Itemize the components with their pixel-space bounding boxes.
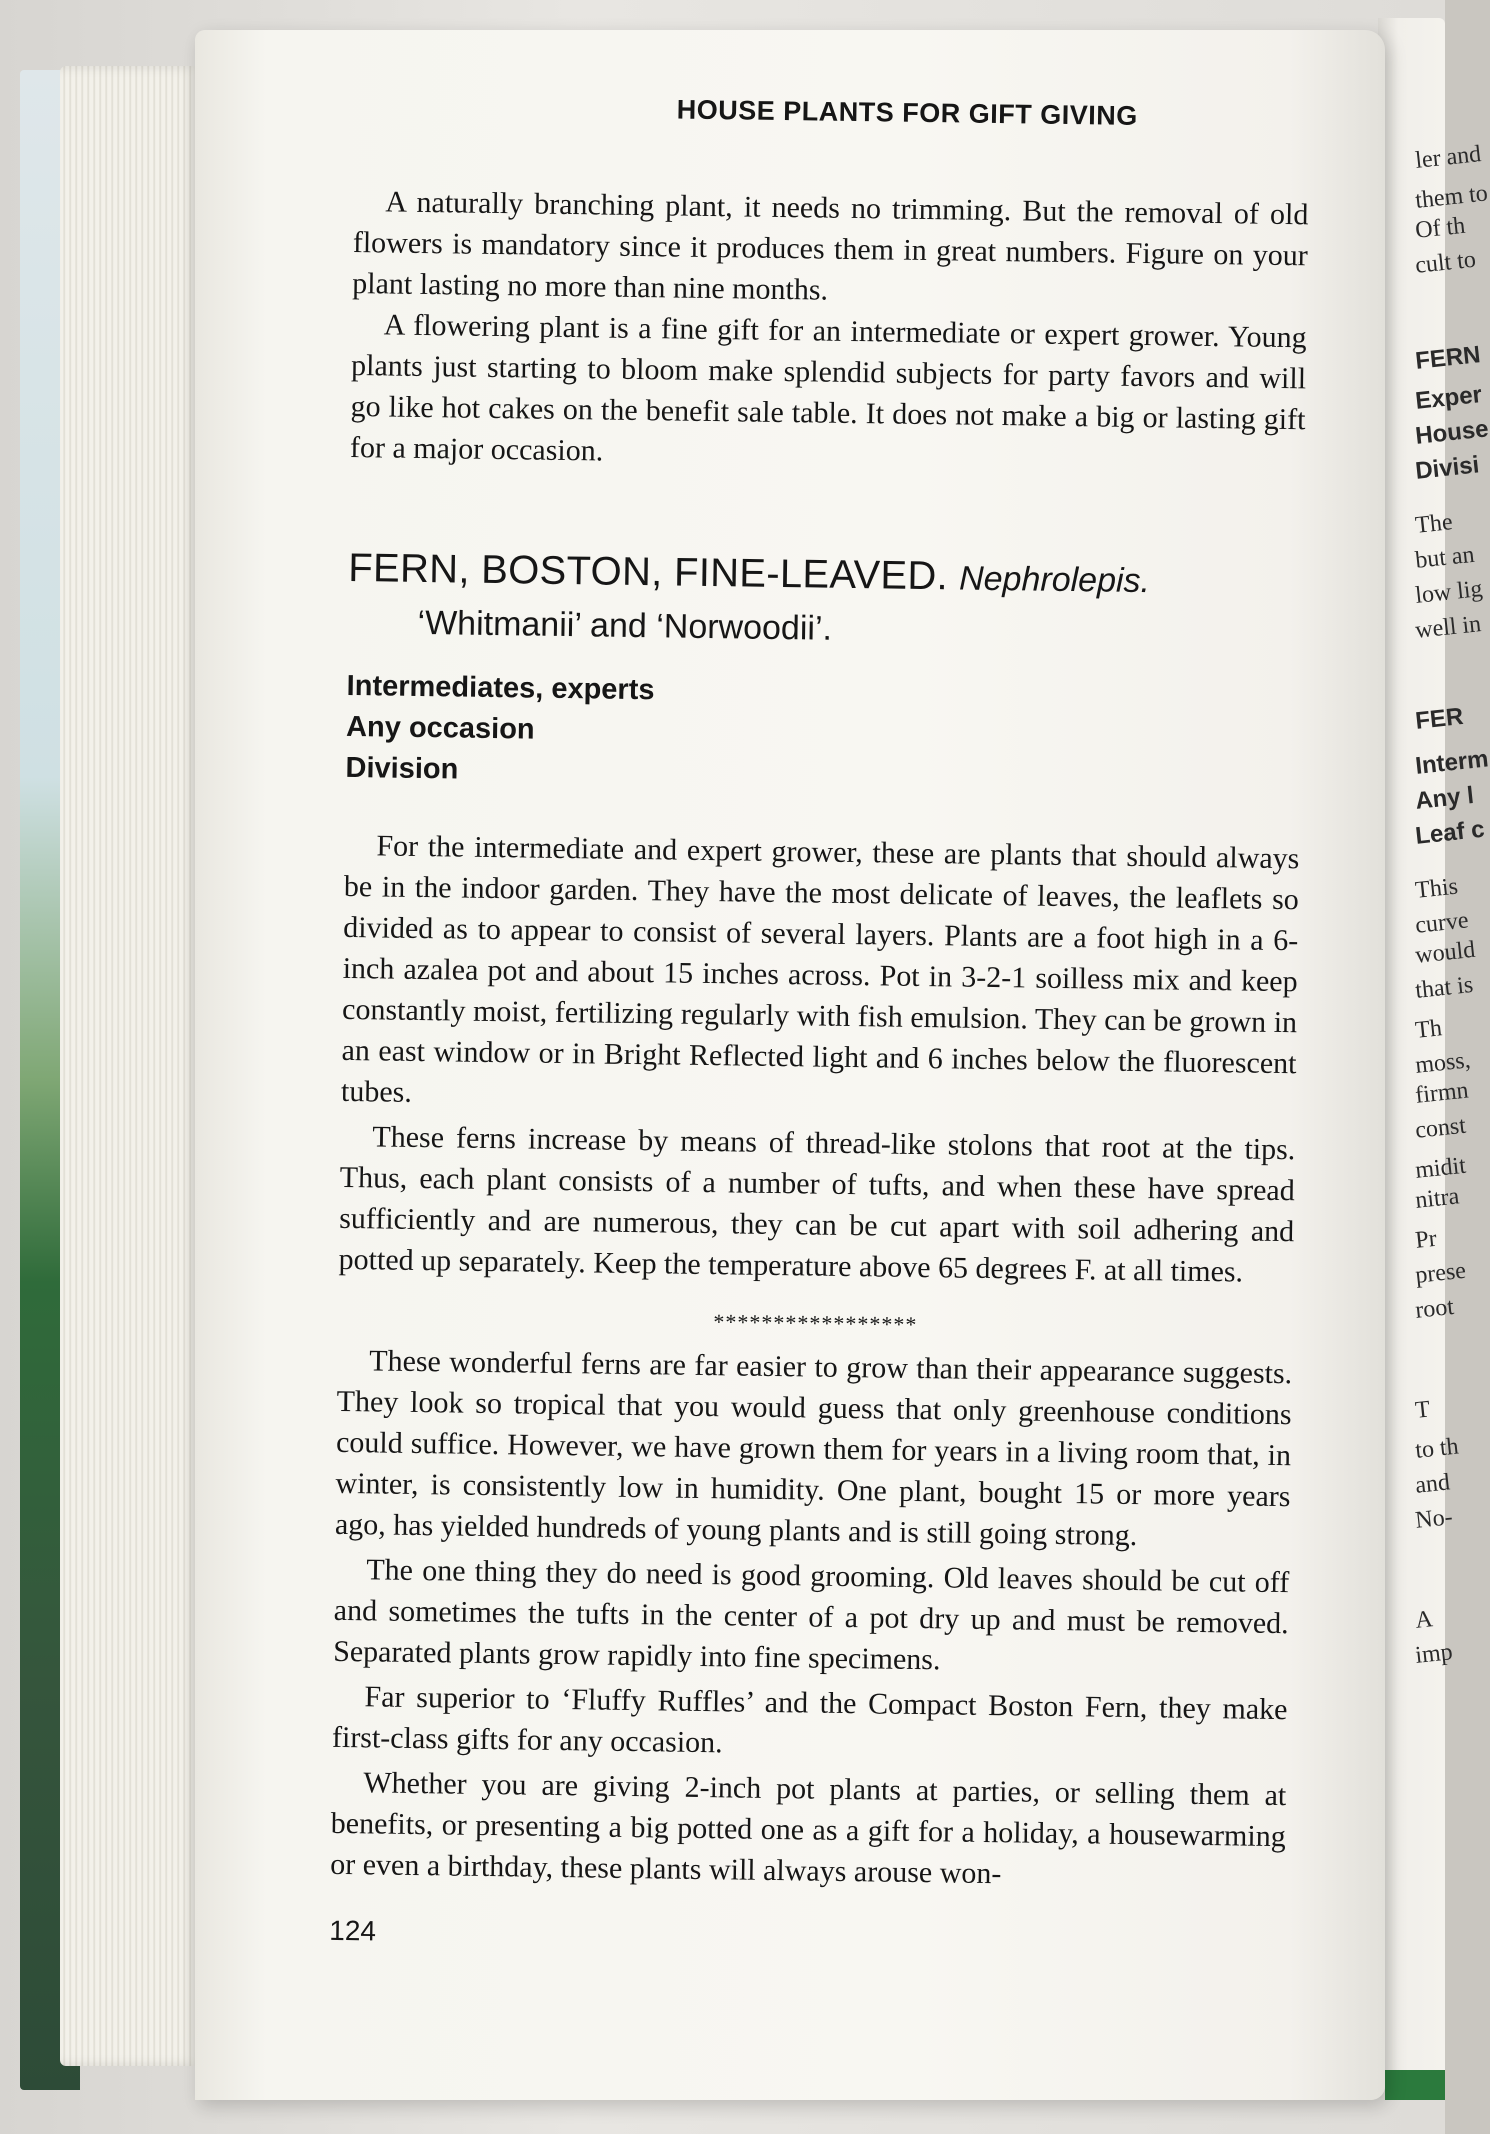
facing-page-sliver bbox=[1378, 18, 1490, 2098]
page-number: 124 bbox=[329, 1914, 377, 1947]
meta-skill-level: Intermediates, experts bbox=[346, 669, 655, 707]
facing-page-fragment: moss, bbox=[1414, 1047, 1472, 1079]
facing-page-fragment: Leaf c bbox=[1414, 815, 1486, 850]
page-edges-stack bbox=[60, 66, 200, 2066]
running-head: HOUSE PLANTS FOR GIFT GIVING bbox=[676, 94, 1138, 131]
cover-corner bbox=[1385, 2070, 1445, 2100]
facing-page-fragment: well in bbox=[1414, 611, 1483, 644]
facing-page-fragment: Divisi bbox=[1414, 451, 1481, 485]
entry-paragraph-6: Whether you are giving 2-inch pot plants at parties, or selling them at benefits, or presenting a big potted one as a gift for a holiday, a housewarming or even a birthday, these plants will always arouse won- bbox=[329, 1766, 1287, 1891]
facing-page-fragment: FERN bbox=[1414, 341, 1482, 375]
entry-paragraph-5: Far superior to ‘Fluffy Ruffles’ and the Compact Boston Fern, they make first-class gifts for any occasion. bbox=[331, 1680, 1288, 1760]
entry-paragraph-4: The one thing they do need is good grooming. Old leaves should be cut off and sometimes the tufts in the center of a pot dry up and must be removed. Separated plants grow rapidly into fine specimens. bbox=[332, 1553, 1290, 1677]
facing-page-fragment: curve bbox=[1414, 907, 1470, 939]
facing-page-fragment: Th bbox=[1414, 1015, 1444, 1044]
facing-page-fragment: midit bbox=[1414, 1152, 1468, 1184]
facing-page-fragment: that is bbox=[1414, 971, 1475, 1004]
facing-page-fragment: Interm bbox=[1414, 745, 1490, 780]
entry-heading bbox=[348, 546, 1304, 605]
facing-page-fragment: nitra bbox=[1414, 1183, 1461, 1214]
facing-page-fragment: Of th bbox=[1414, 212, 1467, 244]
facing-page-fragment: prese bbox=[1414, 1257, 1468, 1289]
page-content bbox=[329, 90, 1310, 1960]
meta-propagation: Division bbox=[345, 751, 459, 786]
facing-page-fragment: and bbox=[1414, 1469, 1452, 1499]
facing-page-fragment: to th bbox=[1414, 1433, 1460, 1464]
facing-page-fragment: const bbox=[1414, 1112, 1468, 1144]
book-page bbox=[195, 30, 1385, 2100]
facing-page-fragment: Any l bbox=[1414, 781, 1476, 815]
facing-page-fragment: firmn bbox=[1414, 1077, 1470, 1109]
facing-page-fragment: them to bbox=[1414, 180, 1489, 214]
meta-occasion: Any occasion bbox=[345, 710, 535, 746]
facing-page-fragment: No- bbox=[1414, 1504, 1454, 1534]
section-separator: ***************** bbox=[713, 1309, 918, 1337]
facing-page-fragment: The bbox=[1414, 509, 1454, 539]
facing-page-fragment: A bbox=[1414, 1606, 1434, 1634]
facing-page-fragment: imp bbox=[1414, 1639, 1454, 1669]
facing-page-fragment: but an bbox=[1414, 541, 1476, 574]
intro-paragraph-1: A naturally branching plant, it needs no trimming. But the removal of old flowers is mandatory since it produces them in great numbers. Figure on your plant lasting no more than nine months. bbox=[352, 185, 1309, 307]
facing-page-fragment: low lig bbox=[1414, 575, 1484, 609]
facing-page-fragment: root bbox=[1414, 1293, 1456, 1324]
entry-paragraph-2: These ferns increase by means of thread-like stolons that root at the tips. Thus, each plant consists of a number of tufts, and when these have spread sufficiently and are numerous, they can be cut apart with soil adhering and potted up separately. Keep the temperature above 65 degrees F. at all times. bbox=[338, 1120, 1296, 1289]
entry-genus: Nephrolepis. bbox=[958, 559, 1151, 601]
facing-page-fragment: FER bbox=[1414, 702, 1465, 735]
facing-page-fragment: House bbox=[1414, 415, 1490, 450]
facing-page-fragment: ler and bbox=[1414, 141, 1483, 174]
facing-page-fragment: This bbox=[1414, 873, 1460, 904]
facing-page-fragment: Pr bbox=[1414, 1225, 1438, 1254]
entry-cultivars: ‘Whitmanii’ and ‘Norwoodii’. bbox=[417, 603, 833, 648]
entry-meta-list bbox=[345, 666, 1302, 802]
entry-common-name: FERN, BOSTON, FINE-LEAVED. bbox=[348, 545, 949, 599]
facing-page-fragment: would bbox=[1414, 936, 1477, 969]
facing-page-fragment: Exper bbox=[1414, 381, 1484, 415]
facing-page-fragment: T bbox=[1414, 1396, 1432, 1424]
intro-paragraph-2: A flowering plant is a fine gift for an intermediate or expert grower. Young plants just starting to bloom make splendid subjects for party favors and will go like hot cakes on the benefit sale table. It does not make a big or lasting gift for a major occasion. bbox=[349, 308, 1307, 468]
entry-paragraph-3: These wonderful ferns are far easier to grow than their appearance suggests. They look so tropical that you would guess that only greenhouse conditions could suffice. However, we have grown them for years in a living room that, in winter, is consistently low in humidity. One plant, bought 15 or more years ago, has yielded hundreds of young plants and is still going strong. bbox=[334, 1344, 1293, 1553]
entry-paragraph-1: For the intermediate and expert grower, these are plants that should always be in the indoor garden. They have the most delicate of leaves, the leaflets so divided as to appear to consist of several layers. Plants are a foot high in a 6-inch azalea pot and about 15 inches across. Pot in 3-2-1 soilless mix and keep constantly moist, fertilizing regularly with fish emulsion. They can be grown in an east window or in Bright Reflected light and 6 inches below the fluorescent tubes. bbox=[340, 829, 1300, 1109]
facing-page-fragment: cult to bbox=[1414, 246, 1478, 279]
